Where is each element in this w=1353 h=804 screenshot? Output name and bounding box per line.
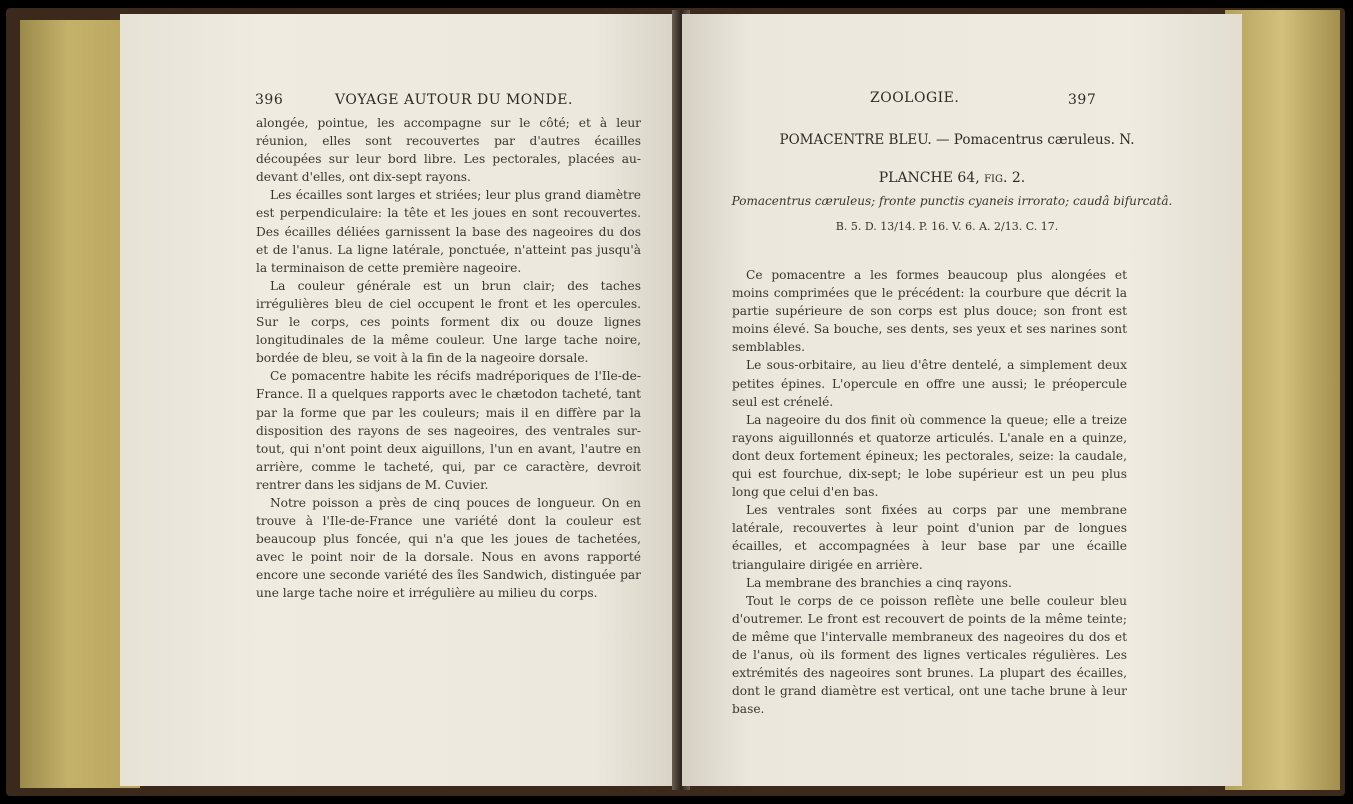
right-page-edges: [1225, 10, 1340, 790]
right-running-head: ZOOLOGIE.: [870, 90, 960, 106]
right-body-text: [732, 266, 1127, 718]
left-page: [120, 14, 678, 786]
left-paragraph: La couleur générale est un brun clair; des taches irrégulières bleu de ciel occupent le front et les opercules. Sur le corps, ces points forment dix ou douze lignes longitudinales de la même couleur. Une large tache noire, bordée de bleu, se voit à la fin de la nageoire dorsale.: [256, 278, 641, 366]
right-paragraph: Le sous-orbitaire, au lieu d'être dentelé, a simplement deux petites épines. L'opercule en offre une aussi; le préopercule seul est crénelé.: [732, 358, 1127, 409]
right-page: [682, 14, 1242, 786]
right-paragraph: La nageoire du dos finit où commence la queue; elle a treize rayons aiguillonnés et quatorze articulés. L'anale en a quinze, dont deux fortement épineux; les pectorales, seize: la caudale, qui est fourchue, dix-sept; le lobe supérieur est un peu plus long que celui d'en bas.: [732, 412, 1127, 500]
left-paragraph: alongée, pointue, les accompagne sur le côté; et à leur réunion, elles sont recouvertes par d'autres écailles découpées sur leur bord libre. Les pectorales, placées au-devant d'elles, ont dix-sept rayons.: [256, 116, 641, 185]
left-paragraph: Les écailles sont larges et striées; leur plus grand diamètre est perpendiculaire: la tête et les joues en sont recouvertes. Des écailles déliées garnissent la base des nageoires du dos et de l'anus. La ligne latérale, ponctuée, n'atteint pas jusqu'à la terminaison de cette première nageoire.: [256, 188, 641, 275]
left-paragraph: Ce pomacentre habite les récifs madréporiques de l'Ile-de-France. Il a quelques rapports avec le chætodon tacheté, tant par la forme que par les couleurs; mais il en diffère par la disposition des rayons de ses nageoires, des ventrales sur-tout, qui n'ont point deux aiguillons, l'un en avant, l'autre en arrière, comme le tacheté, qui, par ce caractère, devroit rentrer dans les sidjans de M. Cuvier.: [256, 369, 641, 492]
right-paragraph: La membrane des branchies a cinq rayons.: [746, 575, 1012, 590]
right-paragraph: Les ventrales sont fixées au corps par une membrane latérale, recouvertes à leur point d'union par de longues écailles, et accompagnées à leur base par une écaille triangulaire dirigée en arrière.: [732, 503, 1127, 572]
plate-reference: PLANCHE 64, fig. 2.: [878, 170, 1026, 186]
left-running-head: VOYAGE AUTOUR DU MONDE.: [335, 92, 573, 108]
latin-caption: Pomacentrus cæruleus; fronte punctis cyaneis irrorato; caudâ bifurcatâ.: [731, 194, 1173, 208]
right-paragraph: Ce pomacentre a les formes beaucoup plus alongées et moins comprimées que le précédent: la courbure que décrit la partie supérieure de son corps est plus douce; son front est moins élevé. Sa bouche, ses dents, ses yeux et ses narines sont semblables.: [732, 268, 1127, 355]
right-page-number: 397: [1068, 92, 1097, 108]
species-title: POMACENTRE BLEU. — Pomacentrus cæruleus. N.: [779, 132, 1135, 148]
left-body-text: [256, 114, 641, 603]
left-page-number: 396: [255, 92, 284, 108]
fin-formula: B. 5. D. 13/14. P. 16. V. 6. A. 2/13. C. 17.: [835, 220, 1059, 233]
right-paragraph: Tout le corps de ce poisson reflète une belle couleur bleu d'outremer. Le front est recouvert de points de la même teinte; de même que l'intervalle membraneux des nageoires du dos et de l'anus, où ils forment des lignes verticales régulières. Les extrémités des nageoires sont brunes. La plupart des écailles, dont le grand diamètre est vertical, ont une tache brune à leur base.: [732, 593, 1127, 717]
left-paragraph: Notre poisson a près de cinq pouces de longueur. On en trouve à l'Ile-de-France une variété dont la couleur est beaucoup plus foncée, qui n'a que les joues de tachetées, avec le point noir de la dorsale. Nous en avons rapporté encore une seconde variété des îles Sandwich, distinguée par une large tache noire et irrégulière au milieu du corps.: [256, 495, 641, 601]
